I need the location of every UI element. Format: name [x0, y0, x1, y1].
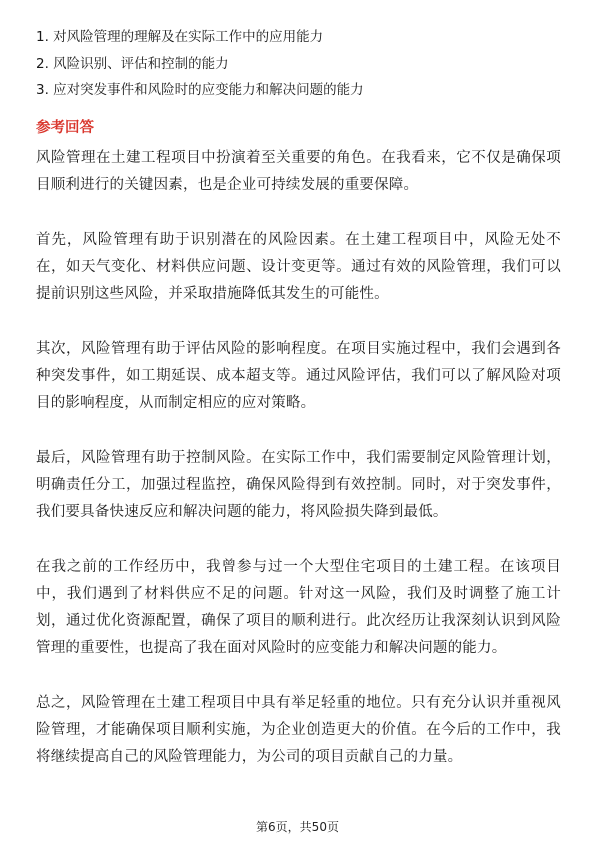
evaluation-criteria-list — [36, 24, 566, 104]
criteria-item: 2. 风险识别、评估和控制的能力 — [36, 55, 229, 72]
reference-answer-heading: 参考回答 — [36, 120, 94, 136]
answer-paragraph: 在我之前的工作经历中，我曾参与过一个大型住宅项目的土建工程。在该项目中，我们遇到了材料供应不足的问题。针对这一风险，我们及时调整了施工计划，通过优化资源配置，确保了项目的顺利进行。此次经历让我深刻认识到风险管理的重要性，也提高了我在面对风险时的应变能力和解决问题的能力。 — [36, 559, 561, 656]
reference-answer-body — [36, 145, 561, 799]
criteria-item: 3. 应对突发事件和风险时的应变能力和解决问题的能力 — [36, 82, 364, 98]
answer-paragraph: 首先，风险管理有助于识别潜在的风险因素。在土建工程项目中，风险无处不在，如天气变化、材料供应问题、设计变更等。通过有效的风险管理，我们可以提前识别这些风险，并采取措施降低其发生的可能性。 — [36, 232, 561, 302]
page-number-footer: 第6页，共50页 — [256, 820, 339, 834]
criteria-item: 1. 对风险管理的理解及在实际工作中的应用能力 — [36, 29, 324, 45]
answer-paragraph: 风险管理在土建工程项目中扮演着至关重要的角色。在我看来，它不仅是确保项目顺利进行的关键因素，也是企业可持续发展的重要保障。 — [36, 150, 561, 193]
answer-paragraph: 总之，风险管理在土建工程项目中具有举足轻重的地位。只有充分认识并重视风险管理，才能确保项目顺利实施，为企业创造更大的价值。在今后的工作中，我将继续提高自己的风险管理能力，为公司的项目贡献自己的力量。 — [36, 695, 561, 765]
answer-paragraph: 其次，风险管理有助于评估风险的影响程度。在项目实施过程中，我们会遇到各种突发事件，如工期延误、成本超支等。通过风险评估，我们可以了解风险对项目的影响程度，从而制定相应的应对策略。 — [36, 341, 561, 411]
answer-paragraph: 最后，风险管理有助于控制风险。在实际工作中，我们需要制定风险管理计划，明确责任分工，加强过程监控，确保风险得到有效控制。同时，对于突发事件，我们要具备快速反应和解决问题的能力，将风险损失降到最低。 — [36, 450, 561, 520]
